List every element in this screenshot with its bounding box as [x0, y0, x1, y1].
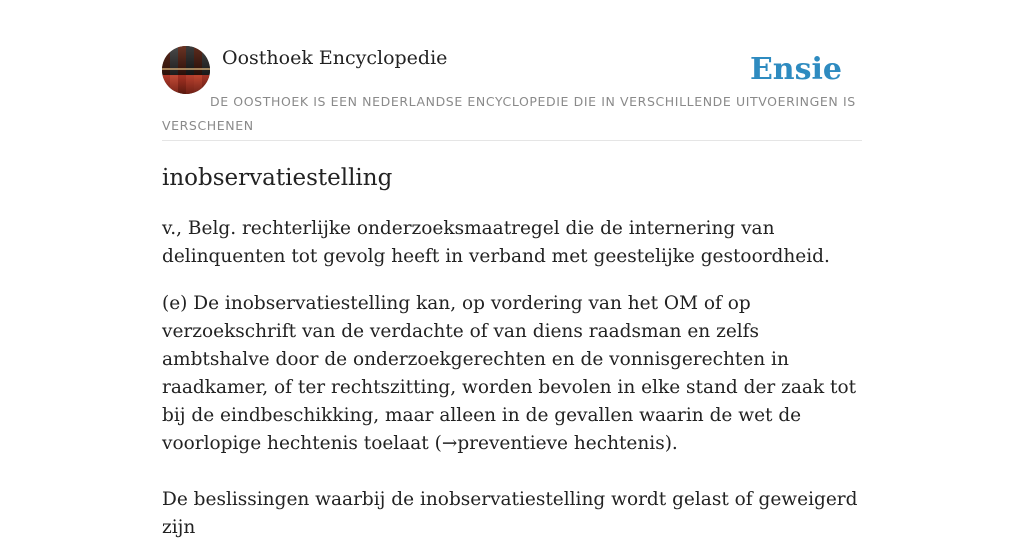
site-title[interactable]: Oosthoek Encyclopedie: [222, 47, 448, 69]
entry-content: [162, 160, 866, 542]
site-tagline: DE OOSTHOEK IS EEN NEDERLANDSE ENCYCLOPEDIE DIE IN VERSCHILLENDE UITVOERINGEN IS VERSCHENEN: [162, 94, 856, 133]
entry-paragraph-definition: v., Belg. rechterlijke onderzoeksmaatregel die de internering van delinquenten tot gevolg heeft in verband met geestelijke gestoordheid.: [162, 218, 830, 267]
site-header: [162, 46, 862, 141]
books-image: [162, 46, 210, 94]
site-avatar[interactable]: [162, 46, 210, 94]
entry-title: inobservatiestelling: [162, 165, 393, 191]
entry-paragraph-body: (e) De inobservatiestelling kan, op vordering van het OM of op verzoekschrift van de verdachte of van diens raadsman en zelfs ambtshalve door de onderzoekgerechten en de vonnisgerechten in raadkamer, of ter rechtszitting, worden bevolen in elke stand der zaak tot bij de eindbeschikking, maar alleen in de gevallen waarin de wet de voorlopige hechtenis toelaat (→preventieve hechtenis).: [162, 293, 857, 454]
brand-logo[interactable]: Ensie: [749, 52, 842, 87]
entry-paragraph-continued: De beslissingen waarbij de inobservatiestelling wordt gelast of geweigerd zijn: [162, 489, 858, 538]
